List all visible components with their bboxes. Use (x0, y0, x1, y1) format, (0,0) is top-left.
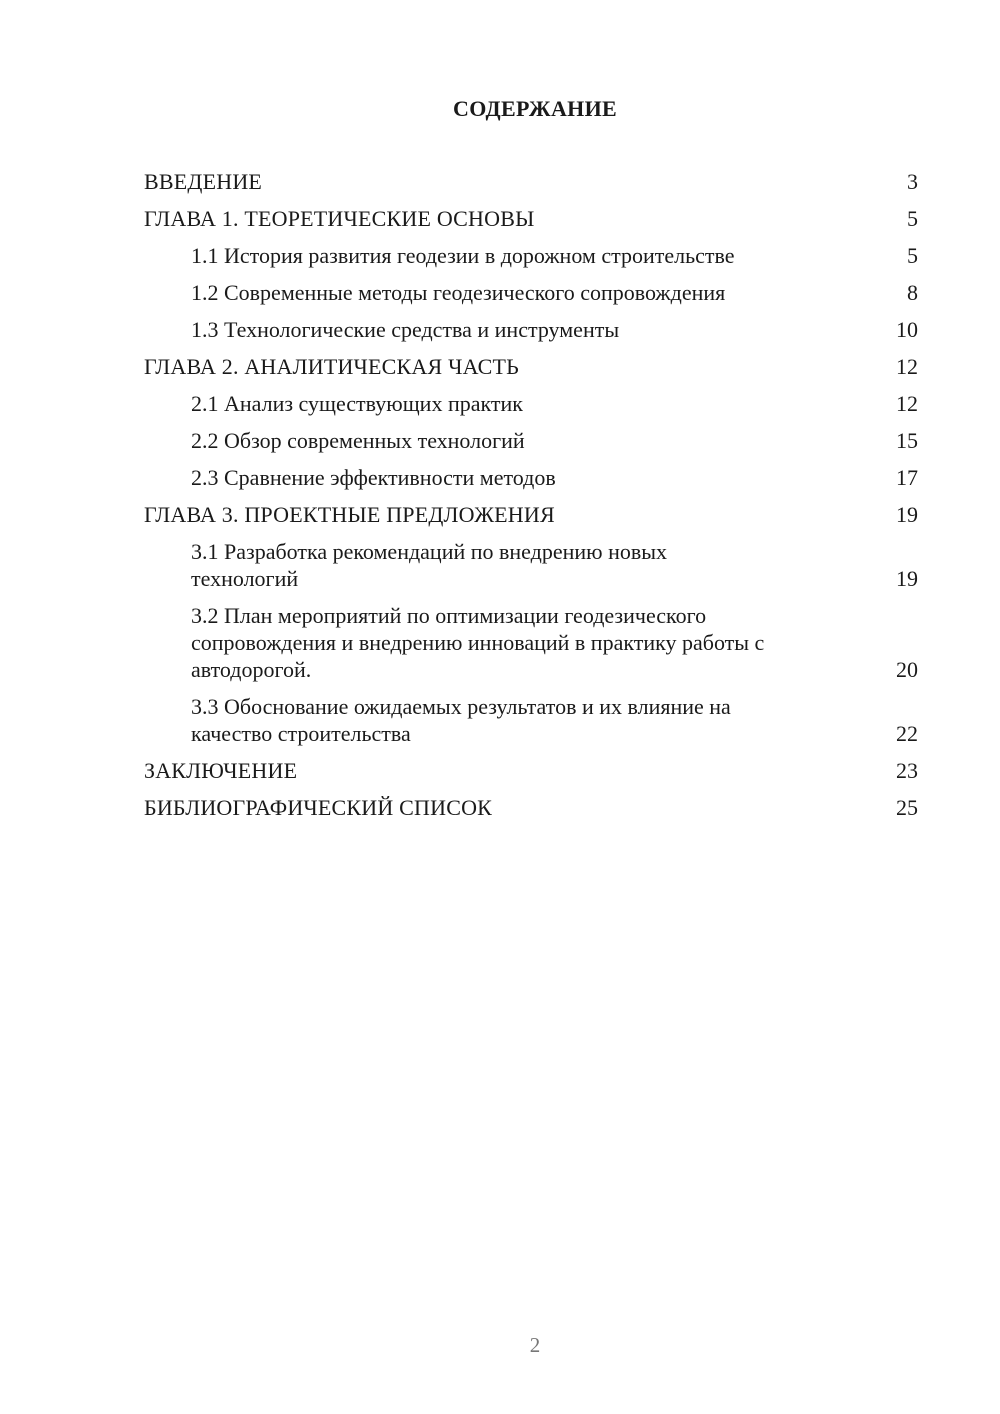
toc-entry-page: 5 (907, 243, 918, 268)
toc-entry-text: ЗАКЛЮЧЕНИЕ (144, 758, 298, 783)
toc-entry-text: ГЛАВА 1. ТЕОРЕТИЧЕСКИЕ ОСНОВЫ (144, 206, 535, 231)
toc-entry-section-1-1[interactable] (144, 242, 918, 269)
toc-entry-text: БИБЛИОГРАФИЧЕСКИЙ СПИСОК (144, 795, 493, 820)
toc-entry-section-2-1[interactable] (144, 390, 918, 417)
toc-entry-section-1-2[interactable] (144, 279, 918, 306)
toc-entry-section-3-3[interactable] (144, 693, 918, 747)
toc-entry-text: ГЛАВА 3. ПРОЕКТНЫЕ ПРЕДЛОЖЕНИЯ (144, 502, 555, 527)
toc-entry-page: 23 (896, 758, 918, 783)
toc-entry-conclusion[interactable] (144, 757, 918, 784)
toc-entry-page: 3 (907, 169, 918, 194)
toc-entry-page: 20 (896, 657, 918, 682)
table-of-contents (144, 168, 918, 831)
toc-entry-text: 3.3 Обоснование ожидаемых результатов и их влияние на качество строительства (191, 694, 731, 746)
toc-entry-page: 25 (896, 795, 918, 820)
toc-entry-text: 1.1 История развития геодезии в дорожном строительстве (191, 243, 735, 268)
toc-entry-text: 2.3 Сравнение эффективности методов (191, 465, 556, 490)
toc-entry-section-2-3[interactable] (144, 464, 918, 491)
toc-entry-chapter-2[interactable] (144, 353, 918, 380)
toc-entry-section-3-1[interactable] (144, 538, 918, 592)
toc-entry-page: 19 (896, 502, 918, 527)
toc-entry-page: 12 (896, 391, 918, 416)
toc-entry-page: 12 (896, 354, 918, 379)
toc-entry-introduction[interactable] (144, 168, 918, 195)
toc-entry-page: 22 (896, 721, 918, 746)
toc-entry-chapter-1[interactable] (144, 205, 918, 232)
toc-entry-text: 3.2 План мероприятий по оптимизации геодезического сопровождения и внедрению инноваций в практику работы с автодорогой. (191, 603, 765, 682)
toc-entry-chapter-3[interactable] (144, 501, 918, 528)
page-number: 2 (529, 1333, 541, 1357)
toc-entry-section-1-3[interactable] (144, 316, 918, 343)
toc-entry-text: 1.2 Современные методы геодезического сопровождения (191, 280, 726, 305)
toc-entry-text: 2.1 Анализ существующих практик (191, 391, 523, 416)
toc-entry-text: 2.2 Обзор современных технологий (191, 428, 525, 453)
toc-entry-page: 15 (896, 428, 918, 453)
toc-entry-bibliography[interactable] (144, 794, 918, 821)
toc-entry-section-3-2[interactable] (144, 602, 918, 683)
toc-entry-page: 8 (907, 280, 918, 305)
toc-entry-page: 17 (896, 465, 918, 490)
toc-entry-text: ВВЕДЕНИЕ (144, 169, 263, 194)
toc-entry-page: 10 (896, 317, 918, 342)
toc-entry-text: 3.1 Разработка рекомендаций по внедрению новых технологий (191, 539, 668, 591)
toc-entry-page: 19 (896, 566, 918, 591)
toc-entry-text: ГЛАВА 2. АНАЛИТИЧЕСКАЯ ЧАСТЬ (144, 354, 519, 379)
toc-entry-page: 5 (907, 206, 918, 231)
page-title: СОДЕРЖАНИЕ (453, 96, 617, 121)
toc-entry-text: 1.3 Технологические средства и инструменты (191, 317, 620, 342)
toc-entry-section-2-2[interactable] (144, 427, 918, 454)
